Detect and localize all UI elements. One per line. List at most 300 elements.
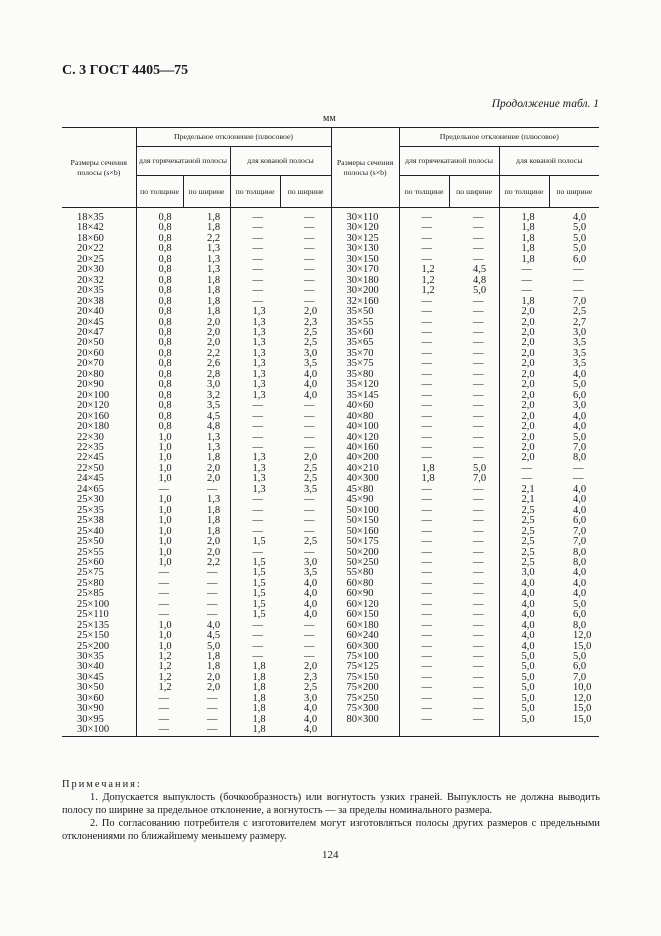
value-cell: 2,5	[280, 683, 331, 693]
value-cell: 2,5	[521, 557, 535, 568]
value-cell: —	[521, 474, 533, 485]
value-cell: 2,5	[521, 547, 535, 558]
value-cell: —	[421, 244, 433, 255]
value-cell: —	[183, 715, 230, 725]
thickness-header: по толщине	[230, 176, 280, 208]
size-cell: 35×50	[331, 307, 399, 317]
value-cell: 2,2	[183, 349, 230, 359]
value-cell: —	[449, 370, 499, 380]
value-cell: —	[421, 401, 433, 412]
value-cell: —	[421, 453, 433, 464]
value-cell: 8,0	[573, 557, 587, 568]
value-cell: 2,5	[280, 464, 331, 474]
table-row	[62, 725, 599, 736]
value-cell: 5,0	[573, 244, 587, 255]
value-cell: 1,8	[521, 212, 535, 223]
table-row	[62, 694, 599, 704]
size-cell: 30×130	[331, 244, 399, 254]
value-cell: 2,5	[280, 328, 331, 338]
size-cell: 24×45	[62, 474, 136, 484]
value-cell: 2,8	[183, 370, 230, 380]
table-row	[62, 683, 599, 693]
table-row	[62, 318, 599, 328]
size-cell: 35×120	[331, 380, 399, 390]
value-cell: 1,2	[421, 265, 435, 276]
size-cell: 25×85	[62, 589, 136, 599]
value-cell: —	[421, 380, 433, 391]
value-cell: 4,0	[573, 495, 587, 506]
value-cell: 0,8	[158, 244, 172, 255]
value-cell: 4,8	[183, 422, 230, 432]
value-cell: 1,8	[183, 516, 230, 526]
value-cell: 1,3	[252, 484, 266, 495]
value-cell: 2,0	[521, 307, 535, 318]
size-cell: 25×60	[62, 558, 136, 568]
size-cell: 50×200	[331, 548, 399, 558]
value-cell: 12,0	[573, 693, 592, 704]
value-cell: —	[449, 589, 499, 599]
value-cell: —	[421, 223, 433, 234]
value-cell: 2,3	[280, 673, 331, 683]
value-cell: 2,0	[521, 401, 535, 412]
value-cell: —	[158, 714, 169, 725]
value-cell: —	[421, 369, 433, 380]
value-cell: 2,1	[521, 484, 535, 495]
page-number: 124	[322, 849, 339, 861]
value-cell: —	[421, 547, 433, 558]
value-cell: 1,8	[252, 704, 266, 715]
table-row	[62, 443, 599, 453]
value-cell: 5,0	[573, 599, 587, 610]
document-header: С. 3 ГОСТ 4405—75	[62, 63, 189, 78]
value-cell: 4,0	[280, 725, 331, 736]
value-cell: —	[280, 401, 331, 411]
value-cell: 1,8	[183, 652, 230, 662]
value-cell: 4,0	[521, 631, 535, 642]
size-cell: 25×55	[62, 548, 136, 558]
value-cell: 3,0	[521, 568, 535, 579]
size-cell: 50×160	[331, 527, 399, 537]
value-cell: 2,0	[280, 453, 331, 463]
value-cell: 2,0	[183, 673, 230, 683]
value-cell: —	[449, 662, 499, 672]
value-cell: —	[252, 244, 263, 255]
value-cell: —	[158, 599, 169, 610]
value-cell: 1,5	[252, 589, 266, 600]
size-cell: 35×80	[331, 370, 399, 380]
value-cell: 2,5	[280, 474, 331, 484]
size-cell: 20×38	[62, 297, 136, 307]
value-cell: 1,8	[521, 223, 535, 234]
value-cell: 0,8	[158, 338, 172, 349]
value-cell: —	[449, 443, 499, 453]
value-cell: 1,5	[252, 578, 266, 589]
value-cell: 1,3	[252, 453, 266, 464]
value-cell: 1,3	[183, 433, 230, 443]
size-cell: 25×75	[62, 568, 136, 578]
size-cell: 40×200	[331, 453, 399, 463]
value-cell: 1,2	[421, 286, 435, 297]
size-cell: 75×100	[331, 652, 399, 662]
value-cell: —	[280, 286, 331, 296]
value-cell: —	[280, 255, 331, 265]
value-cell: 0,8	[158, 390, 172, 401]
size-cell: 40×80	[331, 412, 399, 422]
size-cell: 25×35	[62, 506, 136, 516]
value-cell: —	[183, 568, 230, 578]
value-cell: —	[421, 704, 433, 715]
value-cell: 3,0	[183, 380, 230, 390]
size-cell: 60×120	[331, 600, 399, 610]
size-cell: 30×110	[331, 208, 399, 224]
value-cell: 8,0	[573, 620, 587, 631]
note-1: 1. Допускается выпуклость (бочкообразность) или вогнутость узких граней. Выпуклость не должна выводить полосу по ширине за предельное отклонение, а вогнутость — за пределы номинального размера.	[62, 792, 600, 816]
value-cell: 1,3	[252, 369, 266, 380]
size-cell: 50×250	[331, 558, 399, 568]
value-cell: —	[158, 568, 169, 579]
forged-header-right: для кованой полосы	[499, 147, 599, 176]
value-cell: —	[573, 474, 584, 485]
value-cell: 2,0	[183, 683, 230, 693]
size-cell: 18×42	[62, 223, 136, 233]
value-cell: —	[421, 589, 433, 600]
size-cell: 25×38	[62, 516, 136, 526]
size-cell: 25×100	[62, 600, 136, 610]
size-cell: 60×90	[331, 589, 399, 599]
value-cell: 5,0	[449, 464, 499, 474]
value-cell: —	[421, 359, 433, 370]
value-cell: 1,8	[183, 276, 230, 286]
value-cell: 1,3	[252, 317, 266, 328]
value-cell: 1,2	[158, 672, 172, 683]
value-cell: 7,0	[573, 526, 587, 537]
table-row	[62, 359, 599, 369]
table-row	[62, 234, 599, 244]
value-cell: 2,5	[521, 505, 535, 516]
value-cell: 2,5	[521, 526, 535, 537]
size-cell: 20×80	[62, 370, 136, 380]
table-row	[62, 412, 599, 422]
table-row	[62, 568, 599, 578]
value-cell: 1,0	[158, 547, 172, 558]
value-cell: —	[421, 495, 433, 506]
table-row	[62, 464, 599, 474]
value-cell: 1,8	[252, 693, 266, 704]
value-cell: —	[449, 579, 499, 589]
value-cell: 4,0	[280, 579, 331, 589]
value-cell: —	[421, 254, 433, 265]
value-cell: 0,8	[158, 233, 172, 244]
value-cell: —	[252, 641, 263, 652]
value-cell: —	[449, 652, 499, 662]
value-cell: 4,0	[573, 422, 587, 433]
size-cell: 50×100	[331, 506, 399, 516]
table-row	[62, 286, 599, 296]
table-row	[62, 642, 599, 652]
size-cell: 30×180	[331, 276, 399, 286]
value-cell: 1,0	[158, 537, 172, 548]
value-cell: —	[280, 506, 331, 516]
value-cell: 1,2	[421, 275, 435, 286]
value-cell: 1,0	[158, 641, 172, 652]
table-row	[62, 401, 599, 411]
value-cell: —	[252, 223, 263, 234]
value-cell: —	[449, 380, 499, 390]
value-cell: 2,5	[280, 338, 331, 348]
table-row	[62, 391, 599, 401]
size-cell: 20×35	[62, 286, 136, 296]
table-row	[62, 579, 599, 589]
value-cell: 1,0	[158, 516, 172, 527]
size-cell: 75×300	[331, 704, 399, 714]
value-cell: 1,8	[252, 683, 266, 694]
size-cell: 20×160	[62, 412, 136, 422]
value-cell: 1,8	[252, 714, 266, 725]
value-cell: 2,0	[183, 318, 230, 328]
value-cell: —	[449, 683, 499, 693]
value-cell: 2,5	[521, 537, 535, 548]
value-cell: —	[449, 694, 499, 704]
table-row	[62, 307, 599, 317]
value-cell: 2,0	[521, 422, 535, 433]
value-cell: —	[449, 307, 499, 317]
value-cell: —	[573, 265, 584, 276]
value-cell: —	[421, 212, 433, 223]
value-cell: 6,0	[573, 390, 587, 401]
value-cell: 2,0	[183, 474, 230, 484]
value-cell: 5,0	[521, 704, 535, 715]
value-cell: 1,8	[183, 662, 230, 672]
value-cell: —	[449, 208, 499, 224]
size-cell: 18×60	[62, 234, 136, 244]
value-cell: —	[421, 484, 433, 495]
width-header: по ширине	[280, 176, 331, 208]
value-cell: 6,0	[573, 516, 587, 527]
size-cell: 30×90	[62, 704, 136, 714]
table-row	[62, 208, 599, 224]
table-row	[62, 485, 599, 495]
value-cell: 0,8	[158, 359, 172, 370]
value-cell: —	[158, 578, 169, 589]
value-cell: —	[280, 297, 331, 307]
size-cell: 35×75	[331, 359, 399, 369]
value-cell: 1,3	[252, 338, 266, 349]
value-cell: —	[183, 704, 230, 714]
value-cell: 0,8	[158, 348, 172, 359]
table-row	[62, 422, 599, 432]
table-row	[62, 558, 599, 568]
value-cell: —	[449, 412, 499, 422]
value-cell: 2,0	[521, 442, 535, 453]
value-cell: —	[449, 328, 499, 338]
value-cell: 1,5	[252, 568, 266, 579]
value-cell: 6,0	[573, 254, 587, 265]
value-cell: 5,0	[521, 672, 535, 683]
value-cell: —	[252, 212, 263, 223]
value-cell: —	[449, 318, 499, 328]
value-cell: 1,8	[521, 244, 535, 255]
value-cell: —	[158, 610, 169, 621]
value-cell: 1,0	[158, 463, 172, 474]
value-cell	[499, 725, 549, 736]
value-cell: —	[421, 317, 433, 328]
size-cell: 30×60	[62, 694, 136, 704]
size-cell: 40×100	[331, 422, 399, 432]
value-cell: —	[449, 349, 499, 359]
value-cell: 5,0	[521, 714, 535, 725]
table-row	[62, 673, 599, 683]
table-row	[62, 338, 599, 348]
size-cell: 20×30	[62, 265, 136, 275]
size-cell: 35×65	[331, 338, 399, 348]
value-cell: —	[252, 505, 263, 516]
value-cell: 5,0	[573, 233, 587, 244]
size-cell: 75×250	[331, 694, 399, 704]
table-row	[62, 453, 599, 463]
size-cell: 24×65	[62, 485, 136, 495]
size-cell: 40×300	[331, 474, 399, 484]
table-row	[62, 600, 599, 610]
value-cell: —	[280, 516, 331, 526]
value-cell: —	[252, 254, 263, 265]
value-cell: —	[421, 578, 433, 589]
notes	[62, 778, 600, 843]
unit-label: мм	[323, 113, 336, 124]
value-cell: —	[449, 506, 499, 516]
value-cell: 1,8	[183, 453, 230, 463]
value-cell: —	[158, 693, 169, 704]
note-2: 2. По согласованию потребителя с изготовителем могут изготовляться полосы других размеров с предельными отклонениями по ближайшему меньшему размеру.	[62, 818, 600, 842]
table-row	[62, 715, 599, 725]
value-cell: —	[421, 526, 433, 537]
value-cell: 1,5	[252, 537, 266, 548]
value-cell: 5,0	[573, 432, 587, 443]
value-cell: 2,0	[521, 390, 535, 401]
value-cell: 1,3	[252, 307, 266, 318]
size-cell: 55×80	[331, 568, 399, 578]
value-cell: —	[183, 600, 230, 610]
size-cell: 20×32	[62, 276, 136, 286]
value-cell: —	[521, 286, 533, 297]
value-cell: 2,0	[521, 369, 535, 380]
value-cell: 1,8	[183, 506, 230, 516]
notes-title: Примечания:	[62, 779, 142, 790]
value-cell: —	[449, 715, 499, 725]
size-cell: 50×175	[331, 537, 399, 547]
value-cell: —	[183, 610, 230, 620]
value-cell: 0,8	[158, 275, 172, 286]
value-cell: —	[252, 296, 263, 307]
value-cell: —	[449, 642, 499, 652]
value-cell: —	[280, 412, 331, 422]
size-cell: 40×210	[331, 464, 399, 474]
table-row	[62, 495, 599, 505]
value-cell: 0,8	[158, 422, 172, 433]
value-cell: —	[421, 348, 433, 359]
value-cell: 1,0	[158, 557, 172, 568]
table-row	[62, 652, 599, 662]
size-header-left: Размеры сечения полосы (s×b)	[62, 128, 136, 208]
value-cell: —	[136, 725, 183, 736]
deviation-header-right: Предельное отклонение (плюсовое)	[399, 128, 599, 147]
value-cell: —	[449, 495, 499, 505]
value-cell: 4,0	[573, 212, 587, 223]
value-cell: —	[449, 568, 499, 578]
value-cell: —	[158, 484, 169, 495]
value-cell: —	[252, 631, 263, 642]
value-cell: 4,0	[280, 391, 331, 401]
value-cell: 4,0	[280, 370, 331, 380]
value-cell: 4,5	[183, 412, 230, 422]
value-cell: 1,8	[183, 297, 230, 307]
table-row	[62, 328, 599, 338]
value-cell: 5,0	[573, 223, 587, 234]
value-cell: 1,8	[183, 223, 230, 233]
size-cell: 60×240	[331, 631, 399, 641]
value-cell	[549, 725, 599, 736]
size-cell: 20×25	[62, 255, 136, 265]
value-cell: —	[252, 286, 263, 297]
value-cell: —	[280, 223, 331, 233]
value-cell: 1,0	[158, 620, 172, 631]
size-cell: 30×170	[331, 265, 399, 275]
value-cell: 2,0	[521, 453, 535, 464]
value-cell: 5,0	[521, 693, 535, 704]
value-cell: 3,0	[280, 694, 331, 704]
value-cell: 2,0	[280, 662, 331, 672]
hot-rolled-header-right: для горячекатаной полосы	[399, 147, 499, 176]
size-cell: 30×50	[62, 683, 136, 693]
value-cell: 1,8	[421, 463, 435, 474]
value-cell: 4,0	[573, 369, 587, 380]
value-cell: —	[252, 422, 263, 433]
table-row	[62, 610, 599, 620]
value-cell: —	[421, 641, 433, 652]
value-cell: 4,0	[573, 578, 587, 589]
table-row	[62, 244, 599, 254]
deviation-header-left: Предельное отклонение (плюсовое)	[136, 128, 331, 147]
size-cell: 25×80	[62, 579, 136, 589]
size-cell: 50×150	[331, 516, 399, 526]
value-cell: 2,0	[183, 537, 230, 547]
value-cell: 4,0	[521, 589, 535, 600]
size-cell: 20×40	[62, 307, 136, 317]
value-cell: —	[421, 693, 433, 704]
value-cell: 2,5	[573, 307, 587, 318]
table-row	[62, 276, 599, 286]
value-cell: 3,5	[183, 401, 230, 411]
size-cell: 30×35	[62, 652, 136, 662]
value-cell: 5,0	[449, 286, 499, 296]
value-cell: —	[449, 516, 499, 526]
size-cell: 30×125	[331, 234, 399, 244]
value-cell: —	[252, 516, 263, 527]
value-cell: —	[421, 714, 433, 725]
table-row	[62, 527, 599, 537]
value-cell: 0,8	[158, 296, 172, 307]
value-cell: 1,2	[158, 652, 172, 663]
value-cell: 0,8	[158, 307, 172, 318]
value-cell: 8,0	[573, 453, 587, 464]
value-cell: —	[449, 558, 499, 568]
value-cell: 2,1	[521, 495, 535, 506]
value-cell: 1,0	[158, 526, 172, 537]
table-row	[62, 704, 599, 714]
value-cell: 0,8	[158, 254, 172, 265]
value-cell: —	[421, 662, 433, 673]
value-cell: 1,0	[158, 495, 172, 506]
value-cell: 2,0	[280, 307, 331, 317]
